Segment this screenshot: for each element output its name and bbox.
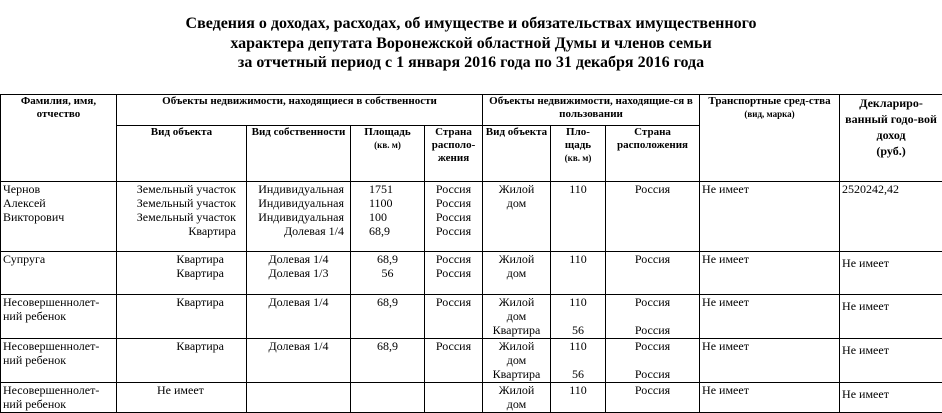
table-row	[1, 383, 942, 413]
cell-transport: Не имеет	[700, 182, 840, 252]
cell-name: Несовершеннолет- ний ребенок	[1, 295, 117, 339]
header-transport-sub: (вид, марка)	[744, 109, 794, 119]
cell-owned-country: Россия	[425, 295, 483, 339]
cell-name: Несовершеннолет- ний ребенок	[1, 339, 117, 383]
cell-owned-area: 68,9	[351, 295, 425, 339]
cell-owned-ownership: Долевая 1/4	[247, 295, 351, 339]
cell-transport: Не имеет	[700, 295, 840, 339]
cell-used-area: 110	[551, 383, 606, 413]
declaration-table	[0, 94, 942, 413]
header-transport: Транспортные сред-ства (вид, марка)	[700, 95, 840, 182]
cell-used-area: 110	[551, 182, 606, 252]
table-row	[1, 339, 942, 383]
cell-used-area: 110 56	[551, 339, 606, 383]
header-name: Фамилия, имя, отчество	[1, 95, 117, 182]
cell-used-type: Жилой дом	[483, 182, 551, 252]
cell-owned-area	[351, 383, 425, 413]
title-line-2: характера депутата Воронежской областной Думы и членов семьи	[0, 34, 942, 54]
cell-income: Не имеет	[840, 339, 942, 383]
cell-owned-area: 68,9 56	[351, 252, 425, 295]
cell-income: Не имеет	[840, 252, 942, 295]
header-used-type: Вид объекта	[483, 126, 551, 182]
header-owned-area-unit: (кв. м)	[353, 139, 422, 152]
table-row	[1, 182, 942, 252]
cell-owned-country	[425, 383, 483, 413]
cell-owned-type: Земельный участок Земельный участок Земельный участок Квартира	[117, 182, 247, 252]
cell-owned-area: 1751 1100 100 68,9	[351, 182, 425, 252]
cell-name: Чернов Алексей Викторович	[1, 182, 117, 252]
cell-owned-country: Россия	[425, 339, 483, 383]
document-title	[0, 14, 942, 73]
header-income: Деклариро-ванный годо-вой доход (руб.)	[840, 95, 942, 182]
header-used-area-unit: (кв. м)	[553, 152, 603, 165]
header-owned-ownership: Вид собственности	[247, 126, 351, 182]
cell-name: Супруга	[1, 252, 117, 295]
cell-used-area: 110 56	[551, 295, 606, 339]
cell-owned-type: Квартира Квартира	[117, 252, 247, 295]
cell-owned-country: Россия Россия Россия Россия	[425, 182, 483, 252]
header-owned-type: Вид объекта	[117, 126, 247, 182]
title-line-3: за отчетный период с 1 января 2016 года по 31 декабря 2016 года	[0, 53, 942, 73]
cell-owned-country: Россия Россия	[425, 252, 483, 295]
table-row	[1, 295, 942, 339]
cell-owned-type: Квартира	[117, 295, 247, 339]
cell-used-type: Жилой дом Квартира	[483, 295, 551, 339]
cell-income: Не имеет	[840, 295, 942, 339]
header-used-country: Страна расположения	[606, 126, 700, 182]
cell-owned-ownership: Долевая 1/4 Долевая 1/3	[247, 252, 351, 295]
header-income-unit: (руб.)	[842, 143, 940, 159]
cell-name: Несовершеннолет- ний ребенок	[1, 383, 117, 413]
cell-transport: Не имеет	[700, 383, 840, 413]
cell-used-country: Россия	[606, 252, 700, 295]
header-owned-area: Площадь (кв. м)	[351, 126, 425, 182]
cell-owned-type: Не имеет	[117, 383, 247, 413]
cell-used-type: Жилой дом	[483, 383, 551, 413]
cell-owned-type: Квартира	[117, 339, 247, 383]
table-row	[1, 252, 942, 295]
cell-income: Не имеет	[840, 383, 942, 413]
header-used-group: Объекты недвижимости, находящие-ся в пользовании	[483, 95, 700, 126]
header-used-area: Пло-щадь (кв. м)	[551, 126, 606, 182]
cell-used-country: Россия	[606, 182, 700, 252]
cell-used-area: 110	[551, 252, 606, 295]
cell-owned-ownership: Долевая 1/4	[247, 339, 351, 383]
cell-owned-ownership	[247, 383, 351, 413]
cell-owned-area: 68,9	[351, 339, 425, 383]
cell-used-type: Жилой дом Квартира	[483, 339, 551, 383]
cell-used-country: Россия Россия	[606, 339, 700, 383]
title-line-1: Сведения о доходах, расходах, об имуществе и обязательствах имущественного	[0, 14, 942, 34]
cell-transport: Не имеет	[700, 252, 840, 295]
header-owned-country: Страна располо-жения	[425, 126, 483, 182]
cell-used-country: Россия	[606, 383, 700, 413]
cell-owned-ownership: Индивидуальная Индивидуальная Индивидуальная Долевая 1/4	[247, 182, 351, 252]
cell-transport: Не имеет	[700, 339, 840, 383]
header-owned-group: Объекты недвижимости, находящиеся в собственности	[117, 95, 483, 126]
cell-used-type: Жилой дом	[483, 252, 551, 295]
cell-used-country: Россия Россия	[606, 295, 700, 339]
cell-income: 2520242,42	[840, 182, 942, 252]
